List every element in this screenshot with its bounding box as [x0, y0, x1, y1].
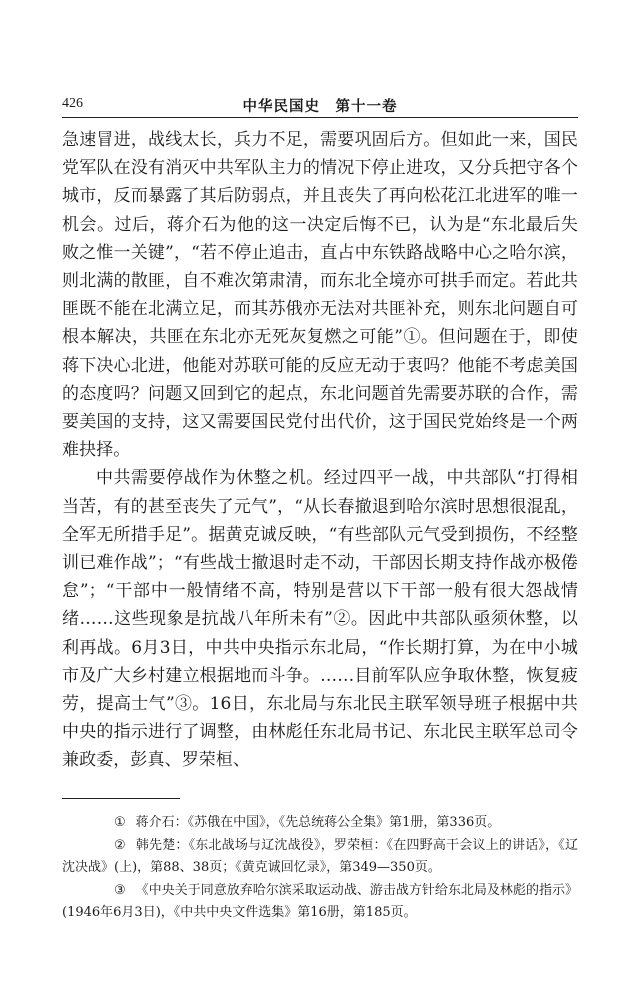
footnote-text: 《中央关于同意放弃哈尔滨采取运动战、游击战方针给东北局及林彪的指示》(1946年6月3日)，《中共中央文件选集》第16册，第185页。: [62, 882, 578, 920]
body-text: [62, 126, 578, 775]
footnote: [62, 835, 578, 880]
paragraph: 中共需要停战作为休整之机。经过四平一战，中共部队“打得相当苦，有的甚至丧失了元气”，“从长春撤退到哈尔滨时思想很混乱，全军无所措手足”。据黄克诚反映，“有些部队元气受到损伤，不经整训已难作战”；“有些战士撤退时走不动，干部因长期支持作战亦极倦怠”；“干部中一般情绪不高，特别是营以下干部一般有很大怨战情绪……这些现象是抗战八年所未有”②。因此中共部队亟须休整，以利再战。6月3日，中共中央指示东北局，“作长期打算，为在中小城市及广大乡村建立根据地而斗争。……目前军队应争取休整，恢复疲劳，提高士气”③。16日，东北局与东北民主联军领导班子根据中共中央的指示进行了调整，由林彪任东北局书记、东北民主联军总司令兼政委，彭真、罗荣桓、: [62, 468, 578, 771]
footnote-mark: ②: [114, 837, 126, 853]
page-number: 426: [62, 96, 83, 111]
footnote-rule: [62, 798, 180, 799]
footnote-mark: ③: [114, 882, 126, 898]
paragraph: 急速冒进，战线太长，兵力不足，需要巩固后方。但如此一来，国民党军队在没有消灭中共军队主力的情况下停止进攻，又分兵把守各个城市，反而暴露了其后防弱点，并且丧失了再向松花江北进军的唯一机会。过后，蒋介石为他的这一决定后悔不已，认为是“东北最后失败之惟一关键”，“若不停止追击，直占中东铁路战略中心之哈尔滨，则北满的散匪，自不难次第肃清，而东北全境亦可拱手而定。若此共匪既不能在北满立足，而其苏俄亦无法对共匪补充，则东北问题自可根本解决，共匪在东北亦无死灰复燃之可能”①。但问题在于，即使蒋下决心北进，他能对苏联可能的反应无动于衷吗？他能不考虑美国的态度吗？问题又回到它的起点，东北问题首先需要苏联的合作，需要美国的支持，这又需要国民党付出代价，这于国民党始终是一个两难抉择。: [62, 130, 578, 461]
footnote: [62, 812, 578, 835]
header-rule: [62, 117, 578, 118]
footnote-text: 蒋介石：《苏俄在中国》，《先总统蒋公全集》第1册，第336页。: [135, 815, 501, 830]
page-header: [62, 96, 578, 118]
footnote-mark: ①: [114, 815, 126, 830]
running-title: 中华民国史 第十一卷: [242, 98, 398, 115]
footnote-text: 韩先楚：《东北战场与辽沈战役》，罗荣桓：《在四野高干会议上的讲话》，《辽沈决战》(上)，第88、38页；《黄克诚回忆录》，第349—350页。: [62, 837, 578, 875]
footnotes: [62, 812, 578, 925]
footnote: [62, 880, 578, 925]
